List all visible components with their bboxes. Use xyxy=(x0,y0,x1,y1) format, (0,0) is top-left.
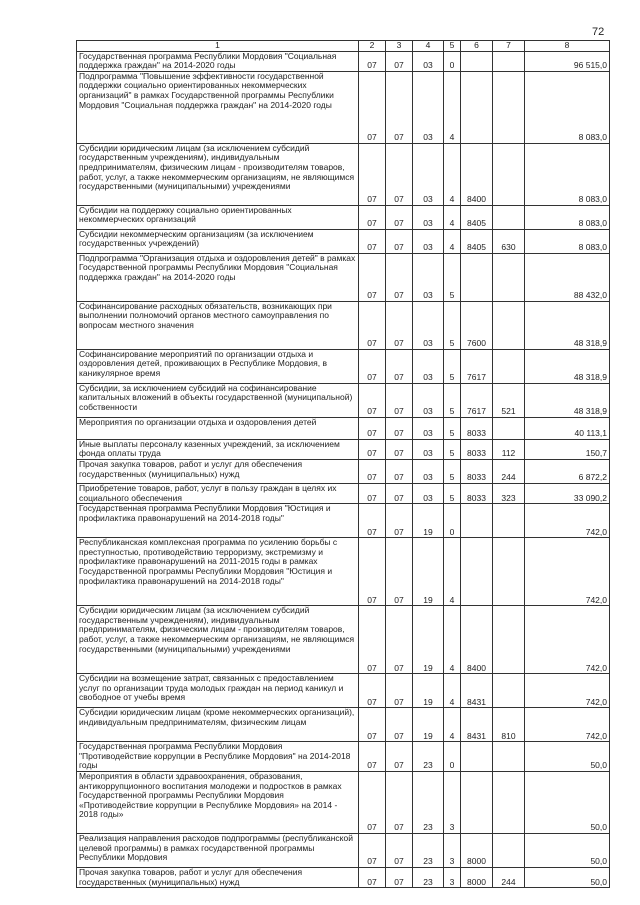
budget-table xyxy=(76,40,610,888)
cell-code-2: 07 xyxy=(359,504,386,538)
cell-amount: 8 083,0 xyxy=(525,71,610,143)
cell-code-4: 03 xyxy=(413,229,444,253)
cell-description: Субсидии юридическим лицам (кроме некоммерческих организаций), индивидуальным предпринимателям, физическим лицам xyxy=(77,708,359,742)
cell-code-3: 07 xyxy=(386,708,413,742)
cell-amount: 40 113,1 xyxy=(525,417,610,439)
cell-description: Иные выплаты персоналу казенных учреждений, за исключением фонда оплаты труда xyxy=(77,439,359,459)
cell-code-7 xyxy=(493,143,525,205)
cell-code-4: 23 xyxy=(413,867,444,887)
cell-code-3: 07 xyxy=(386,504,413,538)
cell-amount: 742,0 xyxy=(525,606,610,674)
cell-code-4: 03 xyxy=(413,349,444,383)
cell-code-2: 07 xyxy=(359,708,386,742)
cell-code-6: 8033 xyxy=(461,459,493,483)
cell-code-7 xyxy=(493,417,525,439)
cell-code-6: 8033 xyxy=(461,417,493,439)
cell-amount: 8 083,0 xyxy=(525,229,610,253)
cell-code-6 xyxy=(461,538,493,606)
table-row xyxy=(77,143,610,205)
cell-amount: 50,0 xyxy=(525,867,610,887)
cell-code-7 xyxy=(493,606,525,674)
cell-amount: 88 432,0 xyxy=(525,253,610,301)
cell-code-6: 8033 xyxy=(461,483,493,503)
cell-description: Реализация направления расходов подпрограммы (республиканской целевой программы) в рамках государственной программы Республики Мордовия xyxy=(77,833,359,867)
cell-amount: 742,0 xyxy=(525,674,610,708)
cell-code-2: 07 xyxy=(359,483,386,503)
cell-description: Приобретение товаров, работ, услуг в пользу граждан в целях их социального обеспечения xyxy=(77,483,359,503)
cell-code-6 xyxy=(461,742,493,772)
cell-code-2: 07 xyxy=(359,417,386,439)
cell-code-6 xyxy=(461,771,493,833)
cell-code-2: 07 xyxy=(359,143,386,205)
column-header-4: 4 xyxy=(413,41,444,52)
cell-code-6: 7600 xyxy=(461,301,493,349)
cell-code-7 xyxy=(493,538,525,606)
cell-code-2: 07 xyxy=(359,71,386,143)
cell-code-4: 23 xyxy=(413,771,444,833)
cell-code-4: 23 xyxy=(413,833,444,867)
cell-code-4: 03 xyxy=(413,143,444,205)
cell-code-4: 19 xyxy=(413,504,444,538)
column-header-5: 5 xyxy=(444,41,461,52)
cell-code-3: 07 xyxy=(386,383,413,417)
cell-code-3: 07 xyxy=(386,439,413,459)
table-row xyxy=(77,417,610,439)
cell-code-3: 07 xyxy=(386,71,413,143)
cell-code-5: 5 xyxy=(444,349,461,383)
cell-code-3: 07 xyxy=(386,253,413,301)
cell-description: Субсидии на возмещение затрат, связанных с предоставлением услуг по организации труда молодых граждан на период каникул и свободное от учебы время xyxy=(77,674,359,708)
cell-code-6: 8033 xyxy=(461,439,493,459)
cell-code-5: 4 xyxy=(444,606,461,674)
cell-code-5: 4 xyxy=(444,71,461,143)
cell-description: Мероприятия в области здравоохранения, образования, антикоррупционного воспитания молодежи и подростков в рамках Государственной программы Республики Мордовия «Противодействие коррупции в Республике Мордовия» на 2014 - 2018 годы» xyxy=(77,771,359,833)
cell-amount: 48 318,9 xyxy=(525,383,610,417)
cell-code-7 xyxy=(493,742,525,772)
table-row xyxy=(77,504,610,538)
cell-code-3: 07 xyxy=(386,459,413,483)
column-header-3: 3 xyxy=(386,41,413,52)
cell-code-2: 07 xyxy=(359,833,386,867)
cell-code-7: 244 xyxy=(493,867,525,887)
cell-code-3: 07 xyxy=(386,349,413,383)
table-row xyxy=(77,229,610,253)
cell-code-5: 3 xyxy=(444,867,461,887)
cell-code-3: 07 xyxy=(386,742,413,772)
cell-code-6: 8405 xyxy=(461,205,493,229)
cell-code-4: 03 xyxy=(413,439,444,459)
cell-code-4: 23 xyxy=(413,742,444,772)
cell-code-5: 4 xyxy=(444,708,461,742)
cell-code-5: 5 xyxy=(444,301,461,349)
cell-code-7 xyxy=(493,674,525,708)
cell-description: Государственная программа Республики Мордовия "Социальная поддержка граждан" на 2014-2020 годы xyxy=(77,51,359,71)
cell-code-7 xyxy=(493,205,525,229)
cell-code-4: 03 xyxy=(413,205,444,229)
cell-amount: 742,0 xyxy=(525,504,610,538)
cell-code-6 xyxy=(461,51,493,71)
cell-amount: 50,0 xyxy=(525,833,610,867)
cell-description: Софинансирование расходных обязательств, возникающих при выполнении полномочий органов местного самоуправления по вопросам местного значения xyxy=(77,301,359,349)
cell-code-4: 03 xyxy=(413,51,444,71)
cell-code-7 xyxy=(493,253,525,301)
cell-code-4: 03 xyxy=(413,459,444,483)
cell-code-7: 521 xyxy=(493,383,525,417)
cell-code-3: 07 xyxy=(386,51,413,71)
table-row xyxy=(77,459,610,483)
cell-description: Подпрограмма "Повышение эффективности государственной поддержки социально ориентированных некоммерческих организаций" в рамках Государственной программы Республики Мордовия "Социальная поддержка граждан" на 2014-2020 годы xyxy=(77,71,359,143)
cell-code-2: 07 xyxy=(359,742,386,772)
cell-code-2: 07 xyxy=(359,538,386,606)
cell-code-5: 5 xyxy=(444,459,461,483)
table-row xyxy=(77,867,610,887)
cell-code-7: 244 xyxy=(493,459,525,483)
cell-code-5: 5 xyxy=(444,439,461,459)
cell-description: Государственная программа Республики Мордовия "Юстиция и профилактика правонарушений на 2014-2018 годы" xyxy=(77,504,359,538)
cell-description: Субсидии юридическим лицам (за исключением субсидий государственным учреждениям), индивидуальным предпринимателям, физическим лицам - производителям товаров, работ, услуг, а также некоммерческим организациям, не являющимся государственными (муниципальными) учреждениями xyxy=(77,143,359,205)
cell-code-5: 3 xyxy=(444,833,461,867)
cell-code-4: 19 xyxy=(413,538,444,606)
cell-code-6: 8000 xyxy=(461,867,493,887)
cell-code-5: 4 xyxy=(444,538,461,606)
cell-code-5: 0 xyxy=(444,742,461,772)
cell-code-5: 4 xyxy=(444,674,461,708)
cell-code-5: 4 xyxy=(444,205,461,229)
cell-code-6: 7617 xyxy=(461,349,493,383)
cell-code-6: 8431 xyxy=(461,674,493,708)
cell-code-3: 07 xyxy=(386,771,413,833)
table-row xyxy=(77,51,610,71)
cell-description: Субсидии, за исключением субсидий на софинансирование капитальных вложений в объекты государственной (муниципальной) собственности xyxy=(77,383,359,417)
column-header-1: 1 xyxy=(77,41,359,52)
cell-code-6 xyxy=(461,71,493,143)
table-row xyxy=(77,439,610,459)
cell-amount: 8 083,0 xyxy=(525,143,610,205)
cell-code-7: 810 xyxy=(493,708,525,742)
cell-code-3: 07 xyxy=(386,538,413,606)
cell-code-5: 0 xyxy=(444,51,461,71)
table-row xyxy=(77,383,610,417)
header-row xyxy=(77,41,610,52)
cell-code-6: 8400 xyxy=(461,606,493,674)
cell-code-2: 07 xyxy=(359,383,386,417)
cell-code-3: 07 xyxy=(386,143,413,205)
cell-code-4: 03 xyxy=(413,483,444,503)
cell-description: Прочая закупка товаров, работ и услуг для обеспечения государственных (муниципальных) нужд xyxy=(77,459,359,483)
cell-code-7 xyxy=(493,301,525,349)
cell-code-3: 07 xyxy=(386,417,413,439)
cell-code-5: 4 xyxy=(444,229,461,253)
cell-amount: 96 515,0 xyxy=(525,51,610,71)
cell-amount: 150,7 xyxy=(525,439,610,459)
cell-description: Республиканская комплексная программа по усилению борьбы с преступностью, противодействию терроризму, экстремизму и профилактике правонарушений на 2011-2015 годы в рамках Государственной программы Республики Мордовия "Юстиция и профилактика правонарушений на 2014-2018 годы" xyxy=(77,538,359,606)
cell-code-2: 07 xyxy=(359,771,386,833)
cell-description: Мероприятия по организации отдыха и оздоровления детей xyxy=(77,417,359,439)
cell-code-2: 07 xyxy=(359,459,386,483)
table-row xyxy=(77,771,610,833)
cell-code-5: 5 xyxy=(444,253,461,301)
cell-code-3: 07 xyxy=(386,867,413,887)
cell-code-2: 07 xyxy=(359,205,386,229)
cell-code-7: 630 xyxy=(493,229,525,253)
cell-code-4: 03 xyxy=(413,71,444,143)
cell-code-4: 19 xyxy=(413,708,444,742)
column-header-6: 6 xyxy=(461,41,493,52)
cell-code-7 xyxy=(493,349,525,383)
cell-amount: 8 083,0 xyxy=(525,205,610,229)
cell-amount: 50,0 xyxy=(525,771,610,833)
cell-code-3: 07 xyxy=(386,483,413,503)
cell-code-6 xyxy=(461,504,493,538)
cell-code-2: 07 xyxy=(359,867,386,887)
cell-code-4: 03 xyxy=(413,417,444,439)
cell-code-2: 07 xyxy=(359,253,386,301)
cell-description: Подпрограмма "Организация отдыха и оздоровления детей" в рамках Государственной программы Республики Мордовия "Социальная поддержка граждан" на 2014-2020 годы xyxy=(77,253,359,301)
table-row xyxy=(77,742,610,772)
table-row xyxy=(77,833,610,867)
table-row xyxy=(77,71,610,143)
column-header-8: 8 xyxy=(525,41,610,52)
cell-code-2: 07 xyxy=(359,349,386,383)
cell-code-7 xyxy=(493,771,525,833)
cell-code-5: 5 xyxy=(444,417,461,439)
cell-code-5: 3 xyxy=(444,771,461,833)
cell-code-7 xyxy=(493,833,525,867)
cell-code-3: 07 xyxy=(386,229,413,253)
cell-amount: 50,0 xyxy=(525,742,610,772)
cell-code-2: 07 xyxy=(359,229,386,253)
cell-code-4: 19 xyxy=(413,606,444,674)
cell-code-4: 19 xyxy=(413,674,444,708)
column-header-2: 2 xyxy=(359,41,386,52)
cell-code-7: 323 xyxy=(493,483,525,503)
cell-code-3: 07 xyxy=(386,833,413,867)
cell-code-6: 8431 xyxy=(461,708,493,742)
cell-code-5: 5 xyxy=(444,483,461,503)
table-row xyxy=(77,538,610,606)
table-row xyxy=(77,708,610,742)
table-row xyxy=(77,674,610,708)
cell-code-2: 07 xyxy=(359,606,386,674)
cell-amount: 48 318,9 xyxy=(525,301,610,349)
cell-code-5: 4 xyxy=(444,143,461,205)
cell-description: Субсидии на поддержку социально ориентированных некоммерческих организаций xyxy=(77,205,359,229)
cell-amount: 48 318,9 xyxy=(525,349,610,383)
cell-code-3: 07 xyxy=(386,674,413,708)
cell-code-4: 03 xyxy=(413,253,444,301)
cell-description: Субсидии юридическим лицам (за исключением субсидий государственным учреждениям), индивидуальным предпринимателям, физическим лицам - производителям товаров, работ, услуг, а также некоммерческим организациям, не являющимся государственными (муниципальными) учреждениями xyxy=(77,606,359,674)
cell-code-7 xyxy=(493,504,525,538)
cell-code-7: 112 xyxy=(493,439,525,459)
table-row xyxy=(77,253,610,301)
cell-code-4: 03 xyxy=(413,383,444,417)
cell-code-5: 0 xyxy=(444,504,461,538)
cell-code-2: 07 xyxy=(359,439,386,459)
table-row xyxy=(77,301,610,349)
cell-code-2: 07 xyxy=(359,51,386,71)
cell-code-3: 07 xyxy=(386,205,413,229)
cell-description: Прочая закупка товаров, работ и услуг для обеспечения государственных (муниципальных) нужд xyxy=(77,867,359,887)
cell-amount: 742,0 xyxy=(525,538,610,606)
cell-description: Софинансирование мероприятий по организации отдыха и оздоровления детей, проживающих в Республике Мордовия, в каникулярное время xyxy=(77,349,359,383)
cell-code-3: 07 xyxy=(386,606,413,674)
page-number: 72 xyxy=(592,26,605,38)
cell-code-2: 07 xyxy=(359,674,386,708)
cell-code-6: 7617 xyxy=(461,383,493,417)
cell-code-7 xyxy=(493,51,525,71)
cell-amount: 742,0 xyxy=(525,708,610,742)
table-row xyxy=(77,205,610,229)
cell-code-7 xyxy=(493,71,525,143)
table-row xyxy=(77,483,610,503)
table-row xyxy=(77,349,610,383)
cell-code-6 xyxy=(461,253,493,301)
column-header-7: 7 xyxy=(493,41,525,52)
cell-code-4: 03 xyxy=(413,301,444,349)
cell-code-5: 5 xyxy=(444,383,461,417)
cell-code-6: 8405 xyxy=(461,229,493,253)
table-row xyxy=(77,606,610,674)
cell-code-3: 07 xyxy=(386,301,413,349)
cell-code-6: 8400 xyxy=(461,143,493,205)
cell-amount: 6 872,2 xyxy=(525,459,610,483)
cell-description: Субсидии некоммерческим организациям (за исключением государственных учреждений) xyxy=(77,229,359,253)
cell-amount: 33 090,2 xyxy=(525,483,610,503)
cell-description: Государственная программа Республики Мордовия "Противодействие коррупции в Республике Мордовия" на 2014-2018 годы xyxy=(77,742,359,772)
cell-code-6: 8000 xyxy=(461,833,493,867)
cell-code-2: 07 xyxy=(359,301,386,349)
